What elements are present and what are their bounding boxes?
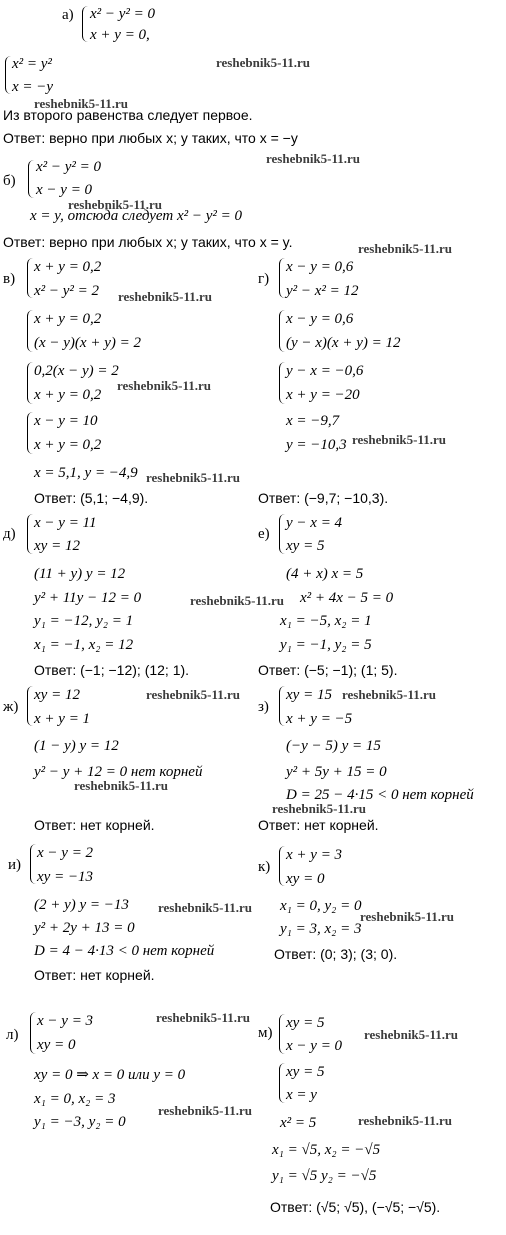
equation: (−y − 5) y = 15 [286, 738, 381, 754]
equation: x₁ = √5, x₂ = −√5 [272, 1142, 381, 1158]
label-i: и) [8, 857, 22, 873]
answer-text: Ответ: верно при любых x; y таких, что x = y. [3, 234, 293, 250]
equation: x = y, отсюда следует x² − y² = 0 [30, 208, 243, 224]
equation: xy = −13 [37, 869, 94, 885]
equation: xy = 12 [34, 538, 80, 554]
system-brace [279, 258, 286, 298]
equation: x₁ = −5, x₂ = 1 [280, 613, 372, 629]
equation: x + y = 0,2 [34, 387, 102, 403]
equation: (x − y)(x + y) = 2 [34, 335, 141, 351]
equation: x − y = 2 [37, 845, 94, 861]
answer-text: Ответ: нет корней. [258, 817, 379, 833]
equation: 0,2(x − y) = 2 [34, 363, 119, 379]
watermark: reshebnik5-11.ru [156, 1010, 251, 1025]
system-brace [30, 1012, 37, 1054]
system-brace [279, 686, 286, 726]
watermark: reshebnik5-11.ru [158, 1103, 253, 1118]
equation: xy = 5 [286, 538, 325, 554]
equation: y − x = 4 [286, 515, 343, 531]
equation: x = y [286, 1087, 317, 1103]
watermark: reshebnik5-11.ru [216, 55, 311, 70]
equation: x + y = 0,2 [34, 437, 102, 453]
equation: (2 + y) y = −13 [34, 897, 129, 913]
equation: y − x = −0,6 [286, 363, 364, 379]
equation: y₁ = √5 y₂ = −√5 [272, 1168, 377, 1184]
equation: x² = y² [12, 56, 52, 72]
system-brace [28, 160, 35, 198]
equation: x + y = 0,2 [34, 259, 102, 275]
answer-text: Ответ: (−1; −12); (12; 1). [34, 662, 190, 678]
equation: x + y = −20 [286, 387, 360, 403]
equation: (4 + x) x = 5 [286, 566, 364, 582]
answer-text: Ответ: верно при любых x; y таких, что x = −y [3, 130, 298, 146]
watermark: reshebnik5-11.ru [364, 1027, 459, 1042]
label-e: е) [258, 526, 270, 542]
system-brace [279, 362, 286, 404]
equation: x = −9,7 [286, 413, 340, 429]
watermark: reshebnik5-11.ru [74, 778, 169, 793]
equation: x + y = 3 [286, 847, 343, 863]
equation: x² + 4x − 5 = 0 [300, 590, 394, 606]
equation: y₁ = −3, y₂ = 0 [34, 1114, 126, 1130]
equation: x − y = 11 [34, 515, 97, 531]
equation: xy = 5 [286, 1064, 325, 1080]
system-brace [5, 56, 12, 94]
explanation-text: Из второго равенства следует первое. [3, 107, 253, 123]
equation: xy = 5 [286, 1015, 325, 1031]
watermark: reshebnik5-11.ru [358, 1113, 453, 1128]
equation: x₁ = 0, y₂ = 0 [280, 898, 362, 914]
system-brace [279, 1014, 286, 1054]
system-brace [27, 258, 34, 298]
equation: x + y = 0,2 [34, 311, 102, 327]
system-brace [27, 310, 34, 352]
equation: y₁ = 3, x₂ = 3 [280, 921, 362, 937]
equation: y² + 5y + 15 = 0 [286, 764, 387, 780]
label-m: м) [258, 1025, 273, 1041]
watermark: reshebnik5-11.ru [360, 909, 455, 924]
system-brace [27, 362, 34, 404]
equation: x₁ = 0, x₂ = 3 [34, 1091, 116, 1107]
answer-text: Ответ: нет корней. [34, 817, 155, 833]
equation: y² − x² = 12 [286, 283, 359, 299]
label-g: г) [258, 271, 270, 287]
watermark: reshebnik5-11.ru [266, 151, 361, 166]
watermark: reshebnik5-11.ru [34, 96, 129, 111]
watermark: reshebnik5-11.ru [342, 687, 437, 702]
equation: x² − y² = 0 [36, 159, 102, 175]
answer-text: Ответ: нет корней. [34, 967, 155, 983]
watermark: reshebnik5-11.ru [146, 470, 241, 485]
answer-text: Ответ: (√5; √5), (−√5; −√5). [270, 1199, 441, 1215]
equation: x + y = 1 [34, 711, 91, 727]
label-v: в) [3, 271, 16, 287]
watermark: reshebnik5-11.ru [272, 801, 367, 816]
equation: (y − x)(x + y) = 12 [286, 335, 401, 351]
system-brace [279, 310, 286, 352]
equation: x² = 5 [280, 1115, 317, 1131]
answer-text: Ответ: (−9,7; −10,3). [258, 490, 389, 506]
watermark: reshebnik5-11.ru [146, 687, 241, 702]
equation: xy = 0 [286, 871, 325, 887]
answer-text: Ответ: (0; 3); (3; 0). [274, 946, 398, 962]
equation: y = −10,3 [286, 437, 347, 453]
equation: x₁ = −1, x₂ = 12 [34, 637, 134, 653]
system-brace [279, 1063, 286, 1103]
watermark: reshebnik5-11.ru [68, 197, 163, 212]
equation: D = 4 − 4·13 < 0 нет корней [34, 943, 215, 959]
equation: x − y = 0,6 [286, 311, 354, 327]
watermark: reshebnik5-11.ru [117, 378, 212, 393]
equation: y² − y + 12 = 0 нет корней [34, 764, 203, 780]
system-brace [30, 844, 37, 884]
watermark: reshebnik5-11.ru [190, 593, 285, 608]
equation: x − y = 0,6 [286, 259, 354, 275]
equation: y₁ = −12, y₂ = 1 [34, 613, 134, 629]
equation: x − y = 10 [34, 413, 98, 429]
equation: (11 + y) y = 12 [34, 566, 126, 582]
equation: xy = 12 [34, 687, 80, 703]
watermark: reshebnik5-11.ru [118, 289, 213, 304]
label-b: б) [3, 173, 16, 189]
equation: x + y = −5 [286, 711, 353, 727]
equation: y₁ = −1, y₂ = 5 [280, 637, 372, 653]
equation: x − y = 0 [286, 1038, 343, 1054]
equation: D = 25 − 4·15 < 0 нет корней [286, 787, 474, 803]
equation: x + y = 0, [90, 27, 150, 43]
equation: x² − y² = 0 [90, 6, 156, 22]
answer-text: Ответ: (5,1; −4,9). [34, 490, 149, 506]
equation: x − y = 3 [37, 1013, 94, 1029]
equation: (1 − y) y = 12 [34, 738, 119, 754]
equation: x − y = 0 [36, 182, 93, 198]
equation: xy = 0 [37, 1037, 76, 1053]
watermark: reshebnik5-11.ru [352, 432, 447, 447]
watermark: reshebnik5-11.ru [358, 241, 453, 256]
system-brace [82, 6, 89, 42]
label-l: л) [6, 1027, 19, 1043]
equation: x = −y [12, 79, 54, 95]
label-zh: ж) [3, 699, 19, 715]
label-d: д) [3, 526, 16, 542]
equation: y² + 2y + 13 = 0 [34, 920, 135, 936]
equation: xy = 0 ⇒ x = 0 или y = 0 [34, 1067, 186, 1083]
label-a: а) [62, 7, 74, 23]
system-brace [279, 514, 286, 554]
equation: xy = 15 [286, 687, 332, 703]
system-brace [27, 412, 34, 454]
equation: x = 5,1, y = −4,9 [34, 465, 138, 481]
system-brace [27, 514, 34, 554]
label-z: з) [258, 699, 269, 715]
system-brace [279, 846, 286, 886]
equation: y² + 11y − 12 = 0 [34, 590, 142, 606]
label-k: к) [258, 859, 271, 875]
watermark: reshebnik5-11.ru [158, 900, 253, 915]
system-brace [27, 686, 34, 726]
equation: x² − y² = 2 [34, 283, 100, 299]
answer-text: Ответ: (−5; −1); (1; 5). [258, 662, 398, 678]
